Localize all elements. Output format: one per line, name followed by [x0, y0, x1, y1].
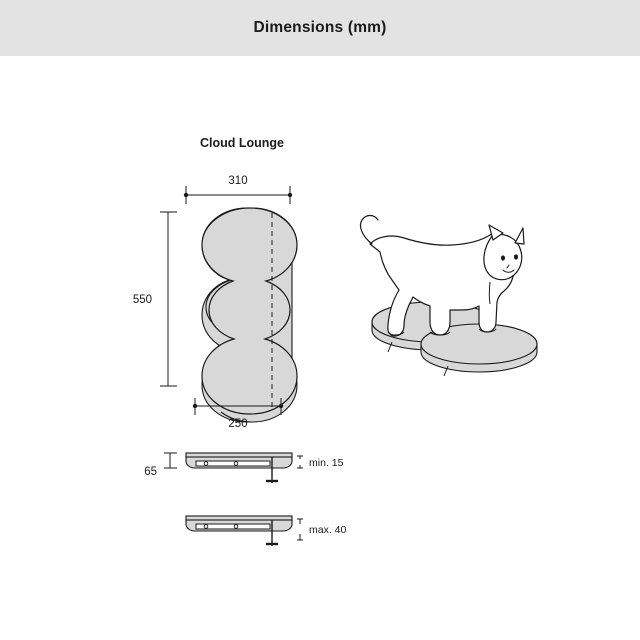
dimension-height-label: 550	[132, 294, 152, 306]
dimension-bottom-width-label: 250	[228, 418, 248, 430]
page-title: Dimensions (mm)	[253, 19, 387, 36]
cloud-shelf-front-view-icon	[202, 208, 297, 422]
dimension-top-width	[184, 175, 292, 204]
max-mount-label: max. 40	[309, 524, 347, 536]
cat-on-shelf-illustration-icon	[360, 216, 537, 377]
dimension-thickness-label: 65	[144, 466, 157, 478]
dimension-height	[133, 212, 177, 386]
dimension-top-width-label: 310	[228, 175, 248, 187]
shelf-side-view-min-mount-icon	[186, 453, 344, 483]
min-mount-label: min. 15	[309, 457, 344, 469]
dimension-thickness	[144, 453, 177, 478]
shelf-side-view-max-mount-icon	[186, 516, 347, 546]
product-name-label: Cloud Lounge	[200, 136, 285, 150]
